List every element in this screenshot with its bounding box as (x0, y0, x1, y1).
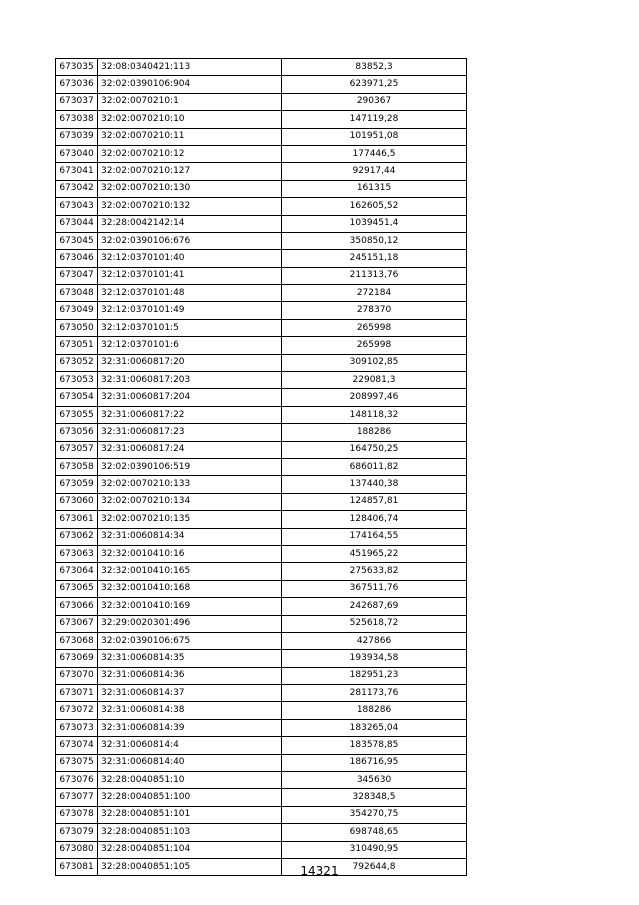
value-cell: 101951,08 (282, 128, 467, 145)
row-number-cell: 673078 (56, 806, 98, 823)
value-cell: 1039451,4 (282, 215, 467, 232)
table-row (56, 302, 467, 319)
row-number-cell: 673037 (56, 93, 98, 110)
table-row (56, 180, 467, 197)
value-cell: 281173,76 (282, 685, 467, 702)
table-row (56, 354, 467, 371)
row-number-cell: 673044 (56, 215, 98, 232)
value-cell: 245151,18 (282, 250, 467, 267)
value-cell: 290367 (282, 93, 467, 110)
table-row (56, 650, 467, 667)
cadastral-number-cell: 32:08:0340421:113 (98, 59, 282, 76)
cadastral-number-cell: 32:31:0060814:35 (98, 650, 282, 667)
row-number-cell: 673055 (56, 406, 98, 423)
cadastral-number-cell: 32:12:0370101:40 (98, 250, 282, 267)
value-cell: 162605,52 (282, 198, 467, 215)
value-cell: 183265,04 (282, 719, 467, 736)
cadastral-number-cell: 32:02:0390106:675 (98, 632, 282, 649)
value-cell: 792644,8 (282, 858, 467, 875)
table-row (56, 372, 467, 389)
cadastral-number-cell: 32:02:0070210:133 (98, 476, 282, 493)
table-row (56, 598, 467, 615)
value-cell: 208997,46 (282, 389, 467, 406)
value-cell: 124857,81 (282, 493, 467, 510)
row-number-cell: 673041 (56, 163, 98, 180)
row-number-cell: 673063 (56, 545, 98, 562)
table-row (56, 93, 467, 110)
value-cell: 128406,74 (282, 511, 467, 528)
table-row (56, 528, 467, 545)
value-cell: 354270,75 (282, 806, 467, 823)
table-row (56, 389, 467, 406)
cadastral-number-cell: 32:31:0060817:204 (98, 389, 282, 406)
row-number-cell: 673048 (56, 285, 98, 302)
row-number-cell: 673081 (56, 858, 98, 875)
value-cell: 137440,38 (282, 476, 467, 493)
value-cell: 147119,28 (282, 111, 467, 128)
value-cell: 174164,55 (282, 528, 467, 545)
table-row (56, 128, 467, 145)
value-cell: 188286 (282, 702, 467, 719)
cadastral-number-cell: 32:31:0060817:23 (98, 424, 282, 441)
table-row (56, 267, 467, 284)
cadastral-number-cell: 32:31:0060814:36 (98, 667, 282, 684)
cadastral-number-cell: 32:31:0060814:38 (98, 702, 282, 719)
table-row (56, 285, 467, 302)
table-row (56, 824, 467, 841)
value-cell: 328348,5 (282, 789, 467, 806)
row-number-cell: 673039 (56, 128, 98, 145)
cadastral-number-cell: 32:12:0370101:48 (98, 285, 282, 302)
row-number-cell: 673072 (56, 702, 98, 719)
table-row (56, 702, 467, 719)
table-row (56, 841, 467, 858)
value-cell: 193934,58 (282, 650, 467, 667)
row-number-cell: 673057 (56, 441, 98, 458)
cadastral-number-cell: 32:31:0060814:4 (98, 737, 282, 754)
table-row (56, 441, 467, 458)
value-cell: 427866 (282, 632, 467, 649)
cadastral-number-cell: 32:28:0040851:103 (98, 824, 282, 841)
cadastral-number-cell: 32:28:0040851:104 (98, 841, 282, 858)
value-cell: 211313,76 (282, 267, 467, 284)
value-cell: 278370 (282, 302, 467, 319)
value-cell: 183578,85 (282, 737, 467, 754)
cadastral-number-cell: 32:28:0042142:14 (98, 215, 282, 232)
table-row (56, 111, 467, 128)
row-number-cell: 673040 (56, 145, 98, 162)
cadastral-number-cell: 32:31:0060814:39 (98, 719, 282, 736)
cadastral-number-cell: 32:28:0040851:105 (98, 858, 282, 875)
table-row (56, 789, 467, 806)
value-cell: 148118,32 (282, 406, 467, 423)
cadastral-number-cell: 32:31:0060814:37 (98, 685, 282, 702)
cadastral-number-cell: 32:29:0020301:496 (98, 615, 282, 632)
table-row (56, 806, 467, 823)
table-row (56, 163, 467, 180)
value-cell: 525618,72 (282, 615, 467, 632)
value-cell: 623971,25 (282, 76, 467, 93)
row-number-cell: 673067 (56, 615, 98, 632)
table-row (56, 563, 467, 580)
row-number-cell: 673070 (56, 667, 98, 684)
table-row (56, 493, 467, 510)
table-row (56, 511, 467, 528)
cadastral-value-table (55, 58, 467, 876)
value-cell: 265998 (282, 337, 467, 354)
value-cell: 83852,3 (282, 59, 467, 76)
row-number-cell: 673054 (56, 389, 98, 406)
value-cell: 686011,82 (282, 458, 467, 475)
value-cell: 309102,85 (282, 354, 467, 371)
row-number-cell: 673050 (56, 319, 98, 336)
table-row (56, 667, 467, 684)
cadastral-number-cell: 32:31:0060817:203 (98, 372, 282, 389)
row-number-cell: 673079 (56, 824, 98, 841)
row-number-cell: 673045 (56, 232, 98, 249)
cadastral-number-cell: 32:02:0390106:904 (98, 76, 282, 93)
value-cell: 350850,12 (282, 232, 467, 249)
value-cell: 182951,23 (282, 667, 467, 684)
table-row (56, 476, 467, 493)
value-cell: 451965,22 (282, 545, 467, 562)
value-cell: 92917,44 (282, 163, 467, 180)
table-row (56, 580, 467, 597)
row-number-cell: 673042 (56, 180, 98, 197)
table-row (56, 772, 467, 789)
cadastral-number-cell: 32:28:0040851:101 (98, 806, 282, 823)
row-number-cell: 673071 (56, 685, 98, 702)
cadastral-number-cell: 32:28:0040851:10 (98, 772, 282, 789)
table-row (56, 632, 467, 649)
row-number-cell: 673047 (56, 267, 98, 284)
cadastral-number-cell: 32:31:0060814:40 (98, 754, 282, 771)
row-number-cell: 673049 (56, 302, 98, 319)
table-row (56, 198, 467, 215)
row-number-cell: 673038 (56, 111, 98, 128)
row-number-cell: 673066 (56, 598, 98, 615)
row-number-cell: 673056 (56, 424, 98, 441)
value-cell: 698748,65 (282, 824, 467, 841)
value-cell: 265998 (282, 319, 467, 336)
cadastral-number-cell: 32:02:0070210:130 (98, 180, 282, 197)
cadastral-number-cell: 32:12:0370101:41 (98, 267, 282, 284)
page-number: 14321 (300, 864, 339, 878)
row-number-cell: 673061 (56, 511, 98, 528)
row-number-cell: 673058 (56, 458, 98, 475)
value-cell: 229081,3 (282, 372, 467, 389)
table-row (56, 76, 467, 93)
table-row (56, 719, 467, 736)
row-number-cell: 673060 (56, 493, 98, 510)
table-row (56, 59, 467, 76)
row-number-cell: 673075 (56, 754, 98, 771)
value-cell: 164750,25 (282, 441, 467, 458)
value-cell: 275633,82 (282, 563, 467, 580)
table-row (56, 406, 467, 423)
cadastral-number-cell: 32:32:0010410:165 (98, 563, 282, 580)
cadastral-number-cell: 32:02:0070210:135 (98, 511, 282, 528)
value-cell: 272184 (282, 285, 467, 302)
cadastral-number-cell: 32:31:0060817:20 (98, 354, 282, 371)
row-number-cell: 673036 (56, 76, 98, 93)
value-cell: 188286 (282, 424, 467, 441)
value-cell: 186716,95 (282, 754, 467, 771)
cadastral-number-cell: 32:02:0390106:676 (98, 232, 282, 249)
table-row (56, 145, 467, 162)
cadastral-number-cell: 32:12:0370101:49 (98, 302, 282, 319)
cadastral-number-cell: 32:02:0070210:1 (98, 93, 282, 110)
table-row (56, 319, 467, 336)
cadastral-number-cell: 32:02:0070210:10 (98, 111, 282, 128)
cadastral-number-cell: 32:02:0390106:519 (98, 458, 282, 475)
row-number-cell: 673077 (56, 789, 98, 806)
table-row (56, 545, 467, 562)
row-number-cell: 673074 (56, 737, 98, 754)
cadastral-number-cell: 32:31:0060817:24 (98, 441, 282, 458)
table-row (56, 232, 467, 249)
row-number-cell: 673052 (56, 354, 98, 371)
table-body (56, 59, 467, 876)
cadastral-number-cell: 32:32:0010410:169 (98, 598, 282, 615)
cadastral-number-cell: 32:02:0070210:11 (98, 128, 282, 145)
cadastral-number-cell: 32:31:0060814:34 (98, 528, 282, 545)
cadastral-number-cell: 32:32:0010410:168 (98, 580, 282, 597)
row-number-cell: 673062 (56, 528, 98, 545)
table-row (56, 737, 467, 754)
row-number-cell: 673035 (56, 59, 98, 76)
row-number-cell: 673051 (56, 337, 98, 354)
cadastral-number-cell: 32:32:0010410:16 (98, 545, 282, 562)
row-number-cell: 673080 (56, 841, 98, 858)
row-number-cell: 673065 (56, 580, 98, 597)
row-number-cell: 673073 (56, 719, 98, 736)
value-cell: 367511,76 (282, 580, 467, 597)
row-number-cell: 673046 (56, 250, 98, 267)
value-cell: 161315 (282, 180, 467, 197)
cadastral-number-cell: 32:12:0370101:5 (98, 319, 282, 336)
cadastral-number-cell: 32:02:0070210:127 (98, 163, 282, 180)
value-cell: 310490,95 (282, 841, 467, 858)
value-cell: 345630 (282, 772, 467, 789)
row-number-cell: 673064 (56, 563, 98, 580)
table-row (56, 215, 467, 232)
row-number-cell: 673068 (56, 632, 98, 649)
cadastral-number-cell: 32:28:0040851:100 (98, 789, 282, 806)
row-number-cell: 673069 (56, 650, 98, 667)
value-cell: 242687,69 (282, 598, 467, 615)
cadastral-number-cell: 32:12:0370101:6 (98, 337, 282, 354)
table-row (56, 337, 467, 354)
row-number-cell: 673076 (56, 772, 98, 789)
row-number-cell: 673043 (56, 198, 98, 215)
cadastral-number-cell: 32:02:0070210:132 (98, 198, 282, 215)
cadastral-number-cell: 32:02:0070210:134 (98, 493, 282, 510)
table-row (56, 615, 467, 632)
table-row (56, 458, 467, 475)
table-row (56, 424, 467, 441)
value-cell: 177446,5 (282, 145, 467, 162)
cadastral-number-cell: 32:02:0070210:12 (98, 145, 282, 162)
cadastral-number-cell: 32:31:0060817:22 (98, 406, 282, 423)
table-row (56, 685, 467, 702)
table-row (56, 754, 467, 771)
table-row (56, 250, 467, 267)
row-number-cell: 673053 (56, 372, 98, 389)
row-number-cell: 673059 (56, 476, 98, 493)
